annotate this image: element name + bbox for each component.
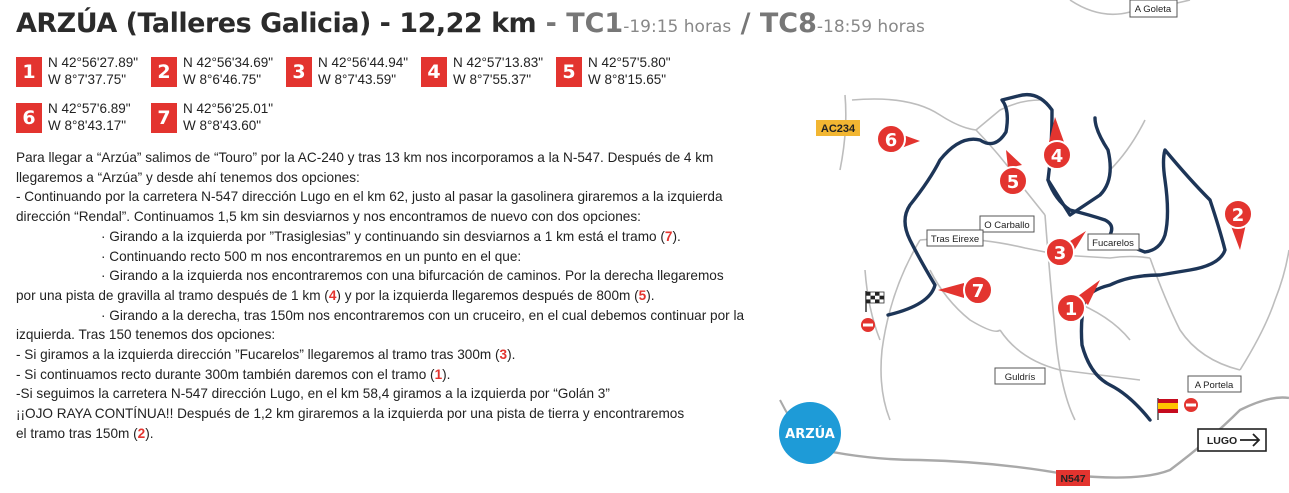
waypoint-number: 4 <box>421 57 447 87</box>
waypoint-lon: W 8°7'43.59" <box>318 72 397 87</box>
map-marker-number: 2 <box>1231 205 1245 226</box>
road <box>1110 120 1145 170</box>
tc8-label: TC8 <box>759 8 817 39</box>
waypoint-ref: 7 <box>664 228 673 244</box>
directions-text-part: ). <box>672 228 681 244</box>
waypoint-lat: N 42°57'13.83" <box>453 55 544 70</box>
directions-line <box>16 424 791 444</box>
start-flag-icon <box>866 291 884 312</box>
waypoint-ref: 1 <box>434 366 443 382</box>
place-label-guldris: Guldrís <box>1004 372 1036 383</box>
tc1-label: TC1 <box>566 8 624 39</box>
waypoint-number: 6 <box>16 103 42 133</box>
waypoint-lat: N 42°56'27.89" <box>48 55 139 70</box>
place-label-a-goleta: A Goleta <box>1134 4 1172 15</box>
map-marker-number: 7 <box>971 281 985 302</box>
waypoint-lon: W 8°8'43.60" <box>183 118 262 133</box>
place-label-fucarelos: Fucarelos <box>1092 238 1134 249</box>
road-badge-ac234-text: AC234 <box>820 123 856 135</box>
directions-text-part: ). <box>145 425 154 441</box>
waypoint-lon: W 8°8'15.65" <box>588 72 667 87</box>
directions-text <box>16 148 791 444</box>
map-marker-4 <box>1043 117 1071 169</box>
map-marker-7 <box>938 276 992 304</box>
directions-line: ¡¡OJO RAYA CONTÍNUA!! Después de 1,2 km giraremos a la izquierda por una pista de tierra y encontraremos <box>16 406 685 422</box>
waypoint-number: 7 <box>151 103 177 133</box>
waypoint-number: 2 <box>151 57 177 87</box>
directions-line: · Continuando recto 500 m nos encontraremos en un punto en el que: <box>101 248 522 264</box>
waypoint-lat: N 42°56'25.01" <box>183 101 274 116</box>
waypoint-lat: N 42°56'34.69" <box>183 55 274 70</box>
directions-text-part: - Si continuamos recto durante 300m también daremos con el tramo ( <box>16 366 435 382</box>
map-marker-number: 3 <box>1053 243 1067 264</box>
directions-line <box>16 227 791 247</box>
map-marker-2 <box>1224 200 1252 250</box>
waypoint-lat: N 42°56'44.94" <box>318 55 409 70</box>
directions-line: - Continuando por la carretera N-547 dirección Lugo en el km 62, justo al pasar la gasolinera giraremos a la izquierda <box>16 189 723 205</box>
waypoint-lon: W 8°6'46.75" <box>183 72 262 87</box>
waypoint-ref: 4 <box>328 287 337 303</box>
waypoint-lon: W 8°8'43.17" <box>48 118 127 133</box>
place-label-o-carballo: O Carballo <box>984 220 1030 231</box>
title-separator: - <box>536 8 567 39</box>
map-marker-number: 5 <box>1006 172 1020 193</box>
map-marker-number: 4 <box>1050 146 1064 167</box>
route-segment <box>888 95 1110 315</box>
directions-text-part: el tramo tras 150m ( <box>16 425 138 441</box>
road <box>1240 250 1289 370</box>
directions-line: · Girando a la izquierda nos encontraremos con una bifurcación de caminos. Por la derecha llegaremos <box>101 268 724 284</box>
arzua-label: ARZÚA <box>785 427 835 442</box>
directions-line <box>16 345 791 365</box>
waypoint-lon: W 8°7'55.37" <box>453 72 532 87</box>
map-marker-5 <box>999 150 1027 195</box>
map-marker-number: 1 <box>1064 299 1078 320</box>
directions-line <box>16 286 791 306</box>
road <box>930 270 1000 331</box>
tc1-time: -19:15 horas <box>623 17 732 37</box>
waypoint-number: 5 <box>556 57 582 87</box>
stage-title: ARZÚA (Talleres Galicia) - 12,22 km <box>16 8 537 39</box>
directions-text-part: · Girando a la izquierda por ”Trasiglesias” y continuando sin desviarnos a 1 km está el tramo ( <box>101 228 665 244</box>
directions-line: izquierda. Tras 150 tenemos dos opciones: <box>16 327 276 343</box>
road <box>852 99 976 130</box>
stage-map <box>770 0 1289 493</box>
directions-line <box>16 365 791 385</box>
waypoint-lon: W 8°7'37.75" <box>48 72 127 87</box>
waypoint-lat: N 42°57'6.89" <box>48 101 131 116</box>
no-entry-icon <box>1184 398 1198 412</box>
directions-line: llegaremos a “Arzúa” y desde ahí tenemos dos opciones: <box>16 169 360 185</box>
map-marker-number: 6 <box>884 130 898 151</box>
road <box>881 240 920 420</box>
map-marker-3 <box>1046 231 1086 266</box>
map-marker-6 <box>877 125 920 153</box>
directions-text-part: ). <box>442 366 451 382</box>
map-marker-1 <box>1057 280 1100 322</box>
title-separator-2: / <box>731 8 760 39</box>
waypoint-ref: 2 <box>137 425 146 441</box>
spain-flag-icon <box>1158 398 1178 420</box>
directions-text-part: por una pista de gravilla al tramo después de 1 km ( <box>16 287 329 303</box>
directions-line: dirección “Rendal”. Continuamos 1,5 km sin desviarnos y nos encontramos de nuevo con dos opciones: <box>16 209 641 225</box>
waypoint-number: 3 <box>286 57 312 87</box>
tc8-time: -18:59 horas <box>816 17 925 37</box>
directions-line: Para llegar a “Arzúa” salimos de “Touro” por la AC-240 y tras 13 km nos incorporamos a la N-547. Después de 4 km <box>16 150 714 165</box>
directions-text-part: ) y por la izquierda llegaremos después de 800m ( <box>336 287 639 303</box>
directions-line: · Girando a la derecha, tras 150m nos encontraremos con un cruceiro, en el cual debemos continuar por la <box>101 307 745 323</box>
waypoint-number: 1 <box>16 57 42 87</box>
lugo-label: LUGO <box>1206 435 1238 447</box>
directions-text-part: ). <box>507 347 516 363</box>
road-badge-n547-text: N547 <box>1060 473 1086 485</box>
waypoint-ref: 5 <box>638 287 647 303</box>
directions-text-part: ). <box>646 287 655 303</box>
no-entry-icon <box>861 318 875 332</box>
place-label-a-portela: A Portela <box>1194 380 1234 391</box>
directions-line: -Si seguimos la carretera N-547 dirección Lugo, en el km 58,4 giramos a la izquierda por “Golán 3” <box>16 386 610 402</box>
waypoint-ref: 3 <box>499 347 508 363</box>
directions-text-part: - Si giramos a la izquierda dirección ”Fucarelos” llegaremos al tramo tras 300m ( <box>16 347 500 363</box>
place-label-tras-eirexe: Tras Eirexe <box>930 234 980 245</box>
waypoint-lat: N 42°57'5.80" <box>588 55 671 70</box>
